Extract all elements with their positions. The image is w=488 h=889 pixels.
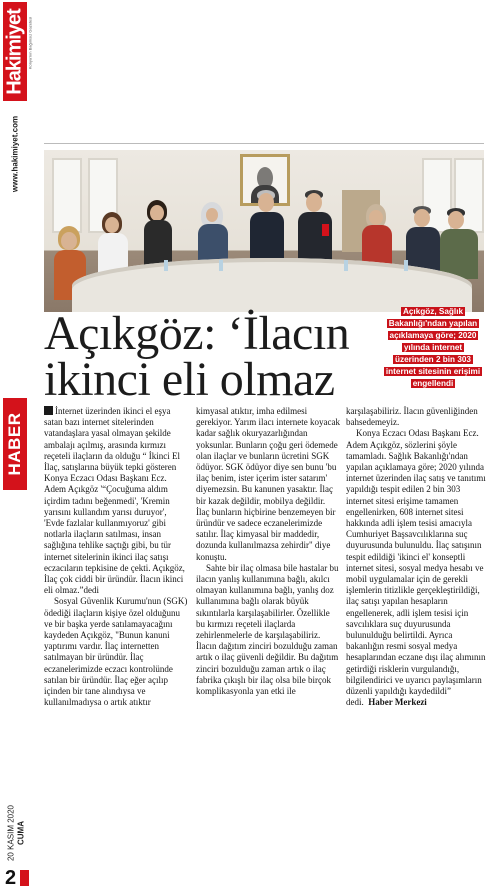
paragraph xyxy=(44,406,188,596)
square-bullet-icon xyxy=(44,406,53,415)
newspaper-logo xyxy=(3,2,27,101)
window-left xyxy=(52,158,82,233)
water-bottle xyxy=(219,260,223,271)
website-url-text[interactable]: www.hakimiyet.com xyxy=(10,115,20,193)
headline-line-1: Açıkgöz: ‘İlacın xyxy=(44,307,350,360)
highlight-callout xyxy=(378,306,488,404)
logo-subtitle xyxy=(27,8,33,78)
section-label: HABER xyxy=(5,412,24,476)
paragraph xyxy=(346,428,486,708)
issue-date xyxy=(3,800,29,866)
logo-text: Hakimiyet xyxy=(3,8,26,95)
water-bottle xyxy=(344,260,348,271)
page-number: 2 xyxy=(5,867,17,889)
desk-flag xyxy=(322,224,329,236)
paragraph-text: Sosyal Güvenlik Kurumu'nun (SGK) ödediği ilaçların kişiye özel olduğunu ve bir başka yerde satılamayacağını kaydeden Açıkgöz, "Bunun kanuni yaptırımı vardır. İlaç internetten satılmayan bir üründür. İlaç eczanelerimizde eczacı kontrolünde satılan bir üründür. İlaç eğer açılıp içinden bir tane alındıysa ve kullanılmadıysa o artık atıktır xyxy=(44,596,188,708)
article-column-1 xyxy=(44,406,188,708)
top-divider xyxy=(44,143,484,144)
paragraph xyxy=(346,406,486,428)
paragraph-text: Sahte bir ilaç olmasa bile hastalar bu ilacın yanlış kullanımına bağlı, akılcı olmayan kullanımına bağlı, yanlış doz kullanımına bağlı olarak büyük sıkıntılarla karşılaşabilirler. Özellikle bu kırmızı reçeteli ilaçlarda zehirlenmelerle de karşılaşabiliriz. İlacın dağıtım zinciri bozulduğu zaman artık o ilaç güvenli değildir. Bu dağıtım zinciri bozulduğu zaman artık o ilaç fabrika çıkışlı bir ilaç olsa bile birçok komplikasyonla yan etki ile xyxy=(196,562,339,697)
article-column-3 xyxy=(346,406,486,708)
page-sidebar xyxy=(0,0,34,889)
paragraph-text: Konya Eczacı Odası Başkanı Ecz. Adem Açıkgöz, sözlerini şöyle tamamladı. Sağlık Bakanlığı'ndan yapılan açıklamaya göre; 2020 yılında internet üzerinden ilaç satış ve tanıtımı yapıldığı tespit edilen 2 bin 303 internet sitesi erişime tamamen engellenirken, 608 internet sitesi hakkında adli işlem tesisi amacıyla Cumhuriyet Başsavcılıklarına suç duyurusunda bulunuldu. İlaç satışının tespit edildiği 'ikinci el' konseptli internet sitesi, sosyal medya hesabı ve mobil uygulamalar için de gerekli işlemlerin titizlikle gerçekleştirildiği, ilaç satışı yapılan hesapların engellenerek, adli işlem tesisi için savcılıklara suç duyurusunda bulunulduğu belirtildi. Ayrıca bakanlığın resmi sosyal medya hesaplarından eczane dışı ilaç alımının getirdiği risklerin vurgulandığı, bilgilendirici ve uyarıcı paylaşımların düzenli yapıldığı kaydedildi” dedi. xyxy=(346,428,486,708)
meeting-photo xyxy=(44,150,484,312)
paragraph xyxy=(196,563,340,697)
callout-line: yılında internet xyxy=(403,343,463,352)
meeting-table xyxy=(72,258,472,312)
water-bottle xyxy=(404,260,408,271)
headline-line-2: ikinci eli olmaz xyxy=(44,353,335,406)
issue-date-text: 20 KASIM 2020 xyxy=(6,804,16,862)
website-url[interactable] xyxy=(9,115,21,193)
callout-line: açıklamaya göre; 2020 xyxy=(389,331,477,340)
section-badge xyxy=(3,398,27,490)
page-number-bar xyxy=(20,870,29,886)
paragraph xyxy=(44,596,188,708)
callout-line: üzerinden 2 bin 303 xyxy=(395,355,471,364)
callout-line: engellendi xyxy=(412,379,454,388)
paragraph-text: İnternet üzerinden ikinci el eşya satan bazı internet sitelerinden vatandaşlara yasal olmayan şekilde ambalajı açılmış, arasında kırmızı reçeteli ilaçların da olduğu “ İkinci El İlaç, satışlarına büyük tepki gösteren Konya Eczacı Odası Başkanı Ecz. Adem Açıkgöz '“Çocuğuma aldım içirdim tadını beğenmedi', 'Kremin yarısını kullandım yarısı duruyor', 'Evde fazlalar kullanmıyoruz' gibi notlarla ilaçların satılması, insan sağlığına tehlike saçtığı gibi, bu tür internet sitelerinin ikinci ilaç satışı eczacıların tepkisine de çekti. Açıkgöz, İlaç çok ciddi bir üründür. İlacın ikinci eli olmaz.”dedi xyxy=(44,406,185,596)
water-bottle xyxy=(164,260,168,271)
paragraph-text: karşılaşabiliriz. İlacın güvenliğinden bahsedemeyiz. xyxy=(346,406,478,428)
callout-line: Bakanlığı'ndan yapılan xyxy=(388,319,478,328)
paragraph xyxy=(196,406,340,563)
paragraph-text: kimyasal atıktır, imha edilmesi gerekiyor. Yarım ilacı internete koyacak kadar sağlık okuryazarlığından yoksunlar. Bunların çoğu geri ödemede olan ilaçlar ve bunların ücretini SGK ödüyor. SGK ödüyor diye sen bunu 'bu ilaç benim, ister içerim ister satarım' diyemezsin. Bu kanunen yasaktır. İlaç bir kazak değildir, mobilya değildir. İlaç bunların hiçbirine benzemeyen bir üründür ve sadece eczanelerimizde satılır. İlaç kimyasal bir maddedir, dozunda kullanılmazsa zehirdir" diye konuştu. xyxy=(196,406,340,562)
issue-weekday: CUMA xyxy=(16,821,26,845)
byline: Haber Merkezi xyxy=(368,697,427,708)
logo-subtitle-text: Konya'nın Bağımsız Gazetesi xyxy=(27,16,33,70)
callout-line: internet sitesinin erişimi xyxy=(385,367,481,376)
callout-line: Açıkgöz, Sağlık xyxy=(402,307,464,316)
article-column-2 xyxy=(196,406,340,697)
